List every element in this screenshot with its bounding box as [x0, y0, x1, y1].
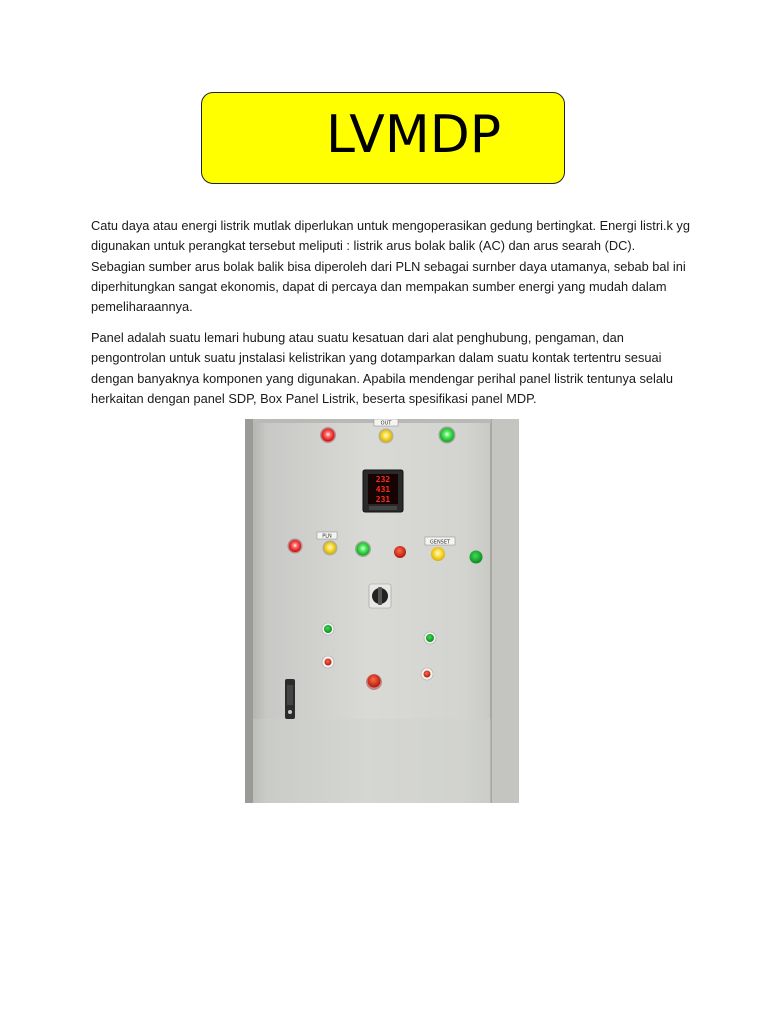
push-button-green-left	[324, 625, 332, 633]
lvmdp-panel-photo	[245, 419, 519, 803]
meter-line-3: 231	[375, 495, 391, 504]
paragraph-power-supply: Catu daya atau energi listrik mutlak diperlukan untuk mengoperasikan gedung bertingkat. Energi listri.k yg digunakan untuk perangkat tersebut meliputi : listrik arus bolak balik (AC) dan arus searah (DC). Sebagian sumber arus bolak balik bisa diperoleh dari PLN sebagai surnber daya utamanya, sebab bal ini diperhitungkan sangat ekonomis, dapat di percaya dan mempakan sumber energi yang mudah dalam pemeliharaannya.	[91, 218, 690, 315]
panel-right-edge	[491, 419, 519, 803]
lamp-yellow-top	[380, 430, 392, 442]
lamp-red-dim	[394, 546, 406, 558]
lamp-red-top	[322, 429, 335, 442]
push-button-red-right	[424, 671, 431, 678]
page-title: LVMDP	[326, 105, 502, 165]
label-out: OUT	[380, 420, 392, 427]
lamp-green-pln	[357, 543, 370, 556]
lamp-green-top	[440, 428, 454, 442]
meter-line-2: 431	[375, 485, 391, 494]
emergency-stop-button	[368, 675, 381, 688]
push-button-green-right	[426, 634, 434, 642]
label-genset: GENSET	[429, 539, 451, 546]
lamp-red-mid	[289, 540, 301, 552]
paragraph-panel-definition: Panel adalah suatu lemari hubung atau suatu kesatuan dari alat penghubung, pengaman, dan pengontrolan untuk suatu jnstalasi kelistrikan yang dotamparkan dalam suatu kontak tertentru sesuai dengan banyaknya komponen yang digunakan. Apabila mendengar perihal panel listrik tentunya selalu herkaitan dengan panel SDP, Box Panel Listrik, beserta spesifikasi panel MDP.	[91, 330, 673, 406]
lamp-yellow-pln	[324, 542, 336, 554]
panel-left-edge	[245, 419, 253, 803]
push-button-red-left	[325, 659, 332, 666]
panel-illustration	[245, 419, 519, 803]
lamp-green-genset	[470, 551, 483, 564]
lamp-yellow-genset	[431, 547, 445, 561]
label-pln: PLN	[322, 533, 332, 540]
title-banner	[201, 92, 565, 184]
meter-line-1: 232	[375, 475, 391, 484]
